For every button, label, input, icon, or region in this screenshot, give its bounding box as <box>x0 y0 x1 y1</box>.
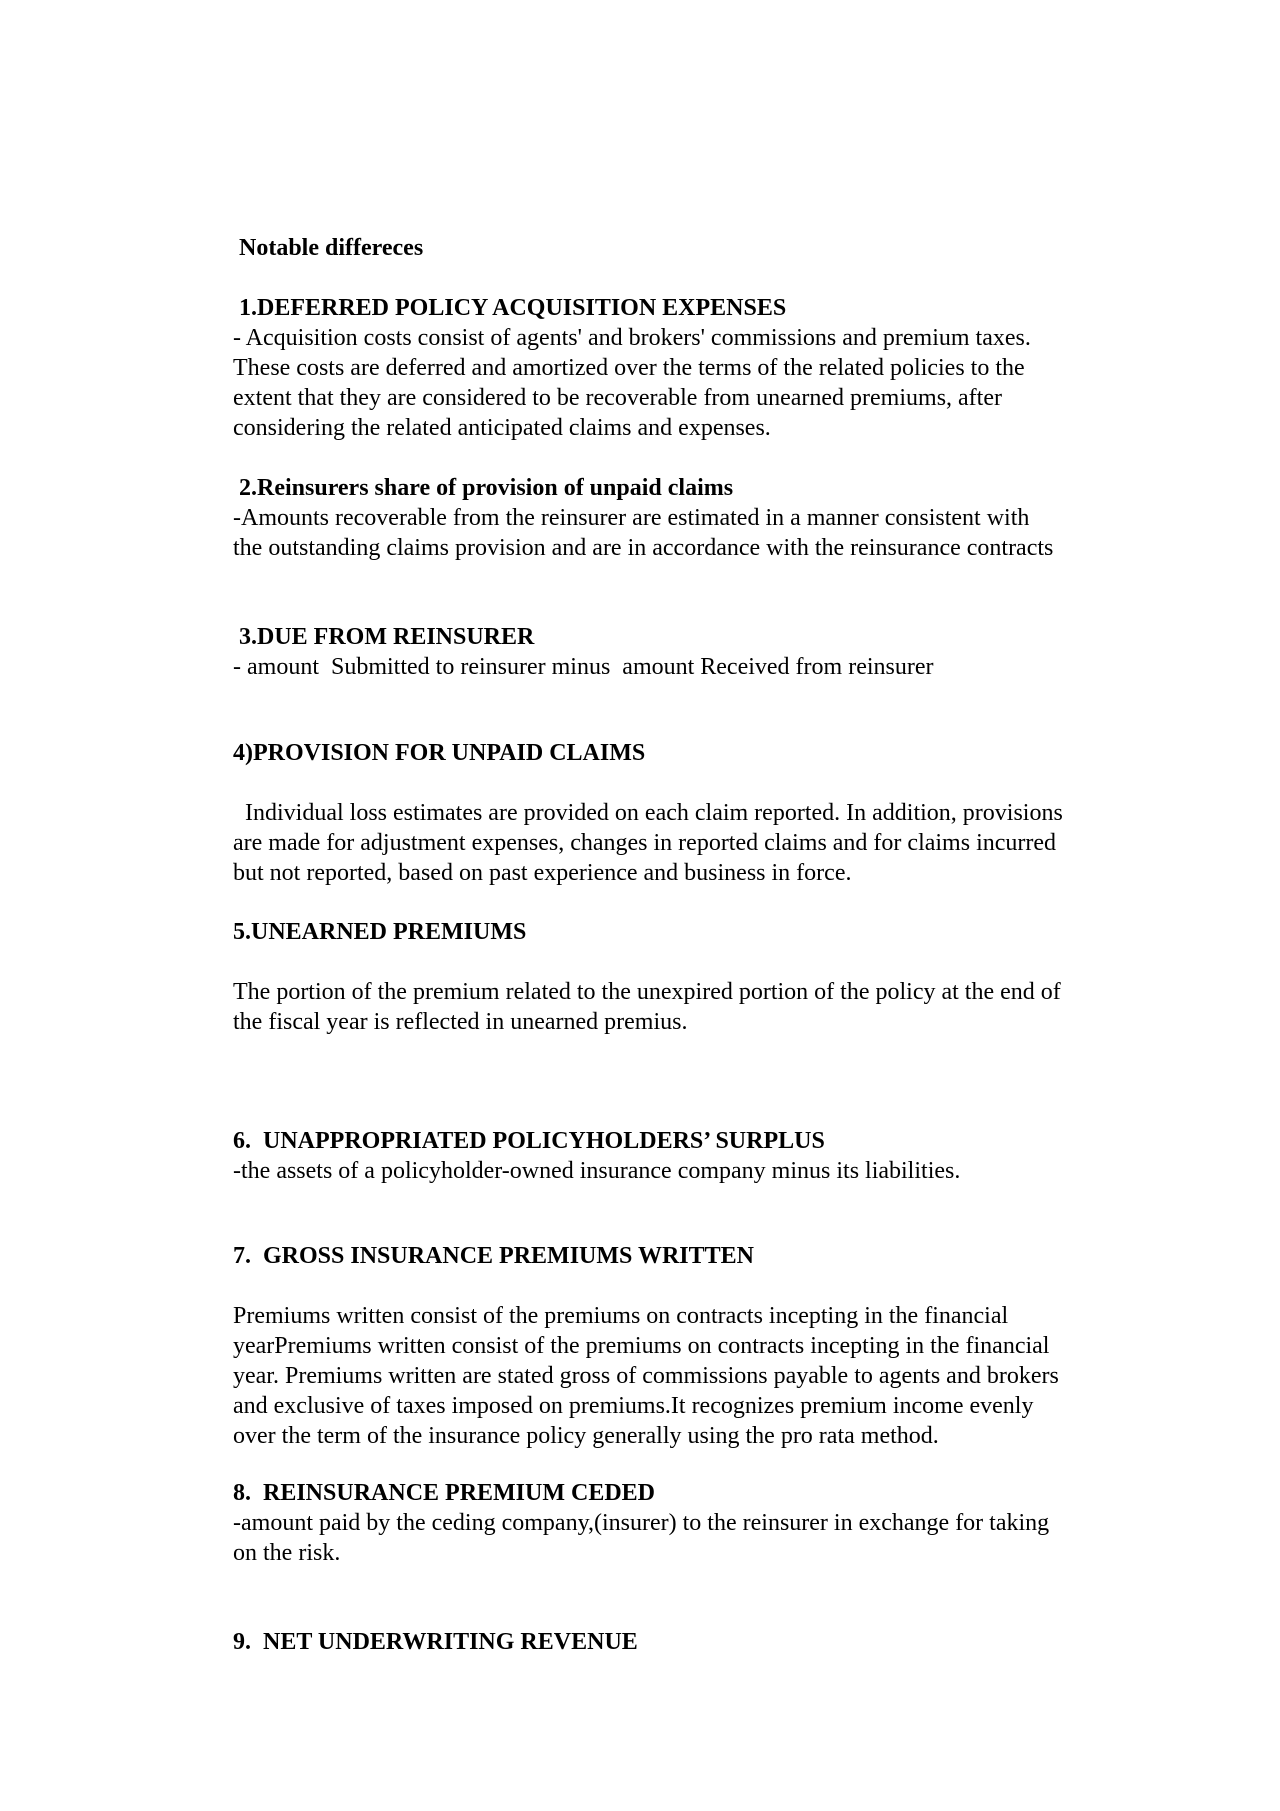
section-7-line-5: over the term of the insurance policy generally using the pro rata method. <box>233 1423 939 1449</box>
section-3-line-1: - amount Submitted to reinsurer minus amount Received from reinsurer <box>233 654 934 680</box>
section-1-line-2: These costs are deferred and amortized over the terms of the related policies to the <box>233 355 1025 381</box>
section-4-title: 4)PROVISION FOR UNPAID CLAIMS <box>233 740 646 766</box>
section-4-line-3: but not reported, based on past experience and business in force. <box>233 860 852 886</box>
section-7-line-4: and exclusive of taxes imposed on premiums.It recognizes premium income evenly <box>233 1393 1034 1419</box>
section-6-line-1: -the assets of a policyholder-owned insurance company minus its liabilities. <box>233 1158 961 1184</box>
section-2-line-1: -Amounts recoverable from the reinsurer are estimated in a manner consistent with <box>233 505 1030 531</box>
section-3-title: 3.DUE FROM REINSURER <box>233 624 535 650</box>
document-heading: Notable differeces <box>233 235 424 261</box>
section-1-title: 1.DEFERRED POLICY ACQUISITION EXPENSES <box>233 295 787 321</box>
section-7-line-3: year. Premiums written are stated gross of commissions payable to agents and brokers <box>233 1363 1059 1389</box>
document-page <box>233 0 1133 1811</box>
section-8-title: 8. REINSURANCE PREMIUM CEDED <box>233 1480 656 1506</box>
section-7-line-1: Premiums written consist of the premiums on contracts incepting in the financial <box>233 1303 1009 1329</box>
section-8-line-2: on the risk. <box>233 1540 341 1566</box>
section-1-line-4: considering the related anticipated claims and expenses. <box>233 415 771 441</box>
section-9-title: 9. NET UNDERWRITING REVENUE <box>233 1629 638 1655</box>
section-4-line-2: are made for adjustment expenses, changes in reported claims and for claims incurred <box>233 830 1057 856</box>
section-7-line-2: yearPremiums written consist of the premiums on contracts incepting in the financial <box>233 1333 1050 1359</box>
section-5-title: 5.UNEARNED PREMIUMS <box>233 919 527 945</box>
section-2-line-2: the outstanding claims provision and are in accordance with the reinsurance contracts <box>233 535 1054 561</box>
section-5-line-1: The portion of the premium related to the unexpired portion of the policy at the end of <box>233 979 1061 1005</box>
section-1-line-3: extent that they are considered to be recoverable from unearned premiums, after <box>233 385 1002 411</box>
section-5-line-2: the fiscal year is reflected in unearned premius. <box>233 1009 688 1035</box>
section-8-line-1: -amount paid by the ceding company,(insurer) to the reinsurer in exchange for taking <box>233 1510 1050 1536</box>
section-2-title: 2.Reinsurers share of provision of unpaid claims <box>233 475 734 501</box>
section-7-title: 7. GROSS INSURANCE PREMIUMS WRITTEN <box>233 1243 754 1269</box>
section-4-line-1: Individual loss estimates are provided on each claim reported. In addition, provisions <box>233 800 1063 826</box>
section-1-line-1: - Acquisition costs consist of agents' and brokers' commissions and premium taxes. <box>233 325 1031 351</box>
section-6-title: 6. UNAPPROPRIATED POLICYHOLDERS’ SURPLUS <box>233 1128 825 1154</box>
